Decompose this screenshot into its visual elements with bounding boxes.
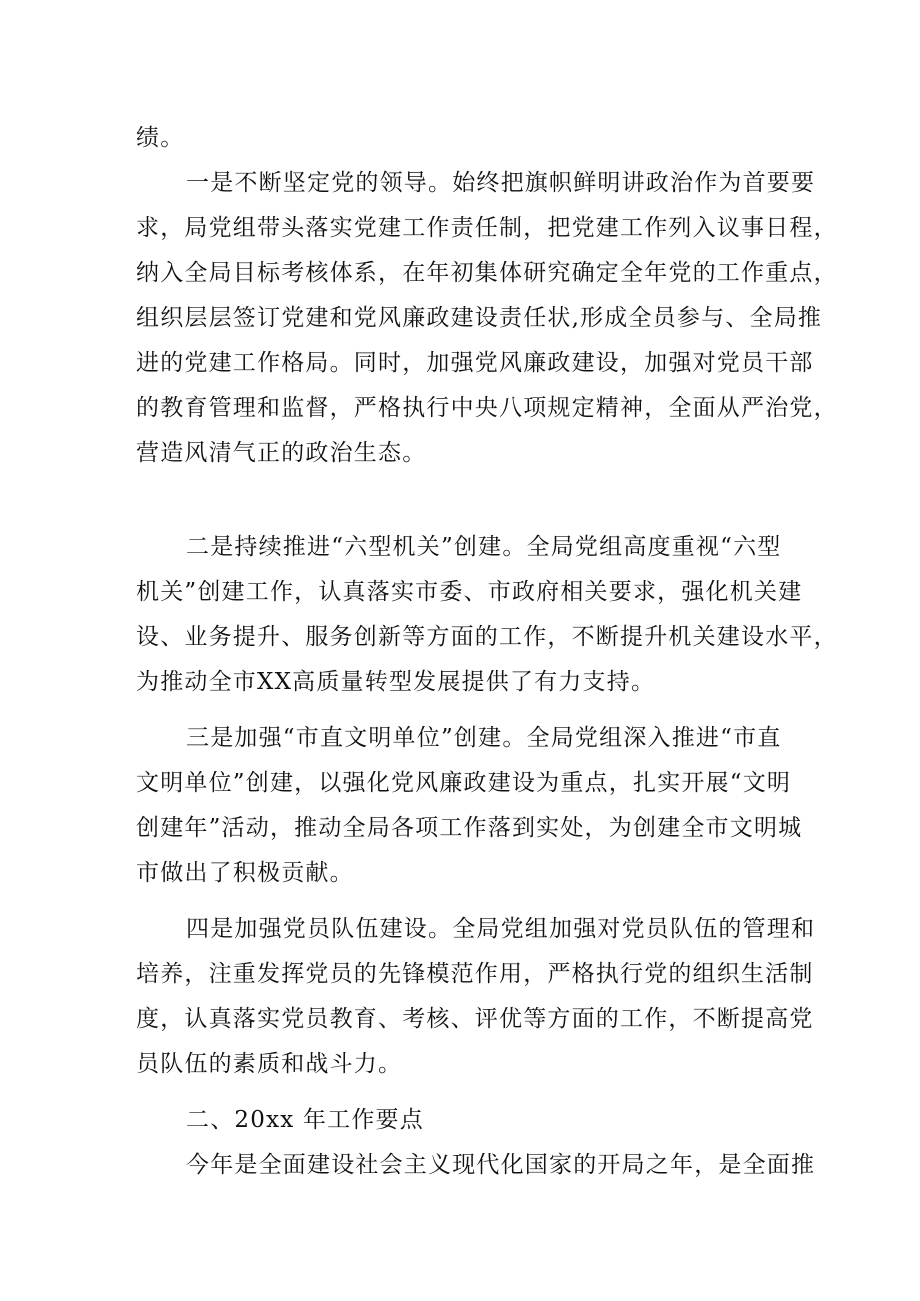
paragraph-line: 为推动全市XX高质量转型发展提供了有力支持。 — [136, 669, 656, 695]
paragraph-line: 今年是全面建设社会主义现代化国家的开局之年，是全面推 — [186, 1152, 816, 1178]
paragraph-line: 创建年”活动，推动全局各项工作落到实处，为创建全市文明城 — [136, 815, 803, 841]
paragraph-line: 三是加强“市直文明单位”创建。全局党组深入推进“市直 — [186, 725, 782, 751]
paragraph-line: 二是持续推进“六型机关”创建。全局党组高度重视“六型 — [186, 534, 782, 560]
paragraph-line: 组织层层签订党建和党风廉政建设责任状,形成全员参与、全局推 — [136, 305, 823, 331]
paragraph-line: 员队伍的素质和战斗力。 — [136, 1051, 403, 1077]
paragraph-line: 绩。 — [136, 125, 185, 151]
section-heading: 二、20xx 年工作要点 — [186, 1107, 424, 1133]
paragraph-line: 度，认真落实党员教育、考核、评优等方面的工作，不断提高党 — [136, 1006, 814, 1032]
paragraph-line: 机关”创建工作，认真落实市委、市政府相关要求，强化机关建 — [136, 579, 803, 605]
paragraph-line: 四是加强党员队伍建设。全局党组加强对党员队伍的管理和 — [186, 916, 816, 942]
paragraph-line: 进的党建工作格局。同时，加强党风廉政建设，加强对党员干部 — [136, 350, 814, 376]
paragraph-line: 培养，注重发挥党员的先锋模范作用，严格执行党的组织生活制 — [136, 961, 814, 987]
paragraph-line: 市做出了积极贡献。 — [136, 860, 354, 886]
paragraph-line: 求，局党组带头落实党建工作责任制，把党建工作列入议事日程， — [136, 215, 838, 241]
paragraph-line: 营造风清气正的政治生态。 — [136, 440, 427, 466]
paragraph-line: 的教育管理和监督，严格执行中央八项规定精神，全面从严治党， — [136, 395, 838, 421]
paragraph-line: 一是不断坚定党的领导。始终把旗帜鲜明讲政治作为首要要 — [186, 170, 816, 196]
paragraph-line: 纳入全局目标考核体系，在年初集体研究确定全年党的工作重点， — [136, 260, 838, 286]
paragraph-line: 设、业务提升、服务创新等方面的工作，不断提升机关建设水平， — [136, 624, 838, 650]
paragraph-line: 文明单位”创建，以强化党风廉政建设为重点，扎实开展“文明 — [136, 770, 792, 796]
